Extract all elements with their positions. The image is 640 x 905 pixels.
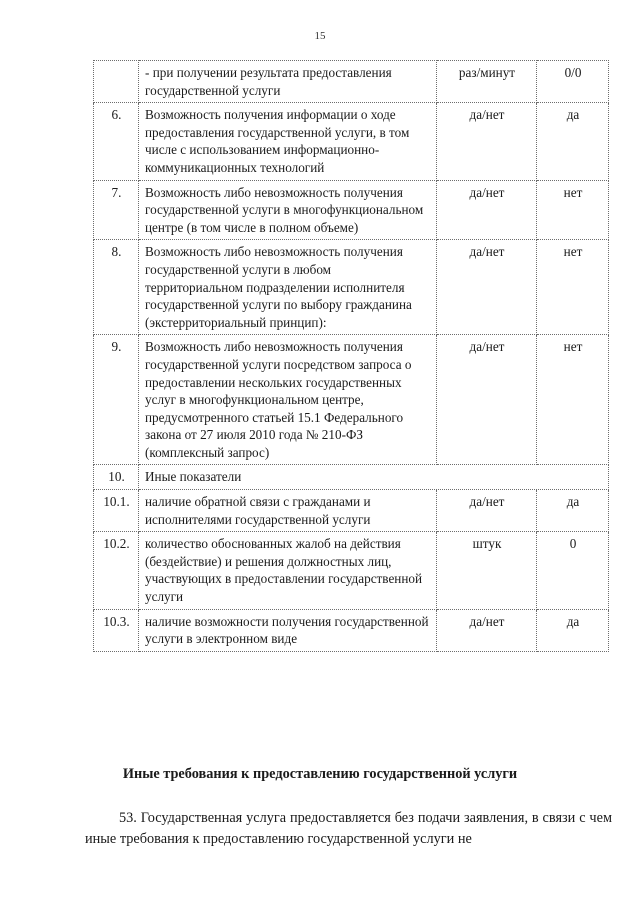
unit-cell: да/нет [437, 490, 537, 532]
row-number: 10. [94, 465, 139, 490]
row-number: 9. [94, 335, 139, 465]
table-row [94, 465, 609, 490]
row-number: 10.3. [94, 609, 139, 651]
section-heading: Иные требования к предоставлению государственной услуги [122, 766, 518, 782]
table-row [94, 240, 609, 335]
indicator-name: - при получении результата предоставления государственной услуги [139, 61, 437, 103]
value-cell: да [537, 609, 609, 651]
row-number: 7. [94, 180, 139, 240]
indicator-name: наличие обратной связи с гражданами и исполнителями государственной услуги [139, 490, 437, 532]
value-cell: нет [537, 335, 609, 465]
value-cell: да [537, 490, 609, 532]
unit-cell: да/нет [437, 609, 537, 651]
indicator-name: Возможность получения информации о ходе предоставления государственной услуги, в том числе с использованием информационно-коммуникационных технологий [139, 103, 437, 180]
indicators-table [93, 60, 609, 652]
value-cell: нет [537, 180, 609, 240]
table-row [94, 532, 609, 609]
page-number: 15 [314, 30, 326, 42]
table-row [94, 335, 609, 465]
row-number: 8. [94, 240, 139, 335]
value-cell: да [537, 103, 609, 180]
row-number: 6. [94, 103, 139, 180]
section-label: Иные показатели [139, 465, 609, 490]
indicator-name: Возможность либо невозможность получения государственной услуги посредством запроса о предоставлении нескольких государственных услуг в многофункциональном центре, предусмотренного статьей 15.1 Федерального закона от 27 июля 2010 года № 210-ФЗ (комплексный запрос) [139, 335, 437, 465]
value-cell: 0/0 [537, 61, 609, 103]
indicator-name: количество обоснованных жалоб на действия (бездействие) и решения должностных лиц, участвующих в предоставлении государственной услуги [139, 532, 437, 609]
unit-cell: да/нет [437, 103, 537, 180]
table-row [94, 490, 609, 532]
table-row [94, 609, 609, 651]
table-row [94, 180, 609, 240]
unit-cell: да/нет [437, 180, 537, 240]
unit-cell: штук [437, 532, 537, 609]
indicator-name: Возможность либо невозможность получения государственной услуги в многофункциональном центре (в том числе в полном объеме) [139, 180, 437, 240]
indicator-name: Возможность либо невозможность получения государственной услуги в любом территориальном подразделении исполнителя государственной услуги по выбору гражданина (экстерриториальный принцип): [139, 240, 437, 335]
indicator-name: наличие возможности получения государственной услуги в электронном виде [139, 609, 437, 651]
row-number: 10.1. [94, 490, 139, 532]
table-row [94, 61, 609, 103]
unit-cell: раз/минут [437, 61, 537, 103]
unit-cell: да/нет [437, 240, 537, 335]
row-number: 10.2. [94, 532, 139, 609]
value-cell: 0 [537, 532, 609, 609]
table-row [94, 103, 609, 180]
row-number [94, 61, 139, 103]
unit-cell: да/нет [437, 335, 537, 465]
body-paragraph: 53. Государственная услуга предоставляется без подачи заявления, в связи с чем иные требования к предоставлению государственной услуги не [85, 810, 612, 847]
value-cell: нет [537, 240, 609, 335]
